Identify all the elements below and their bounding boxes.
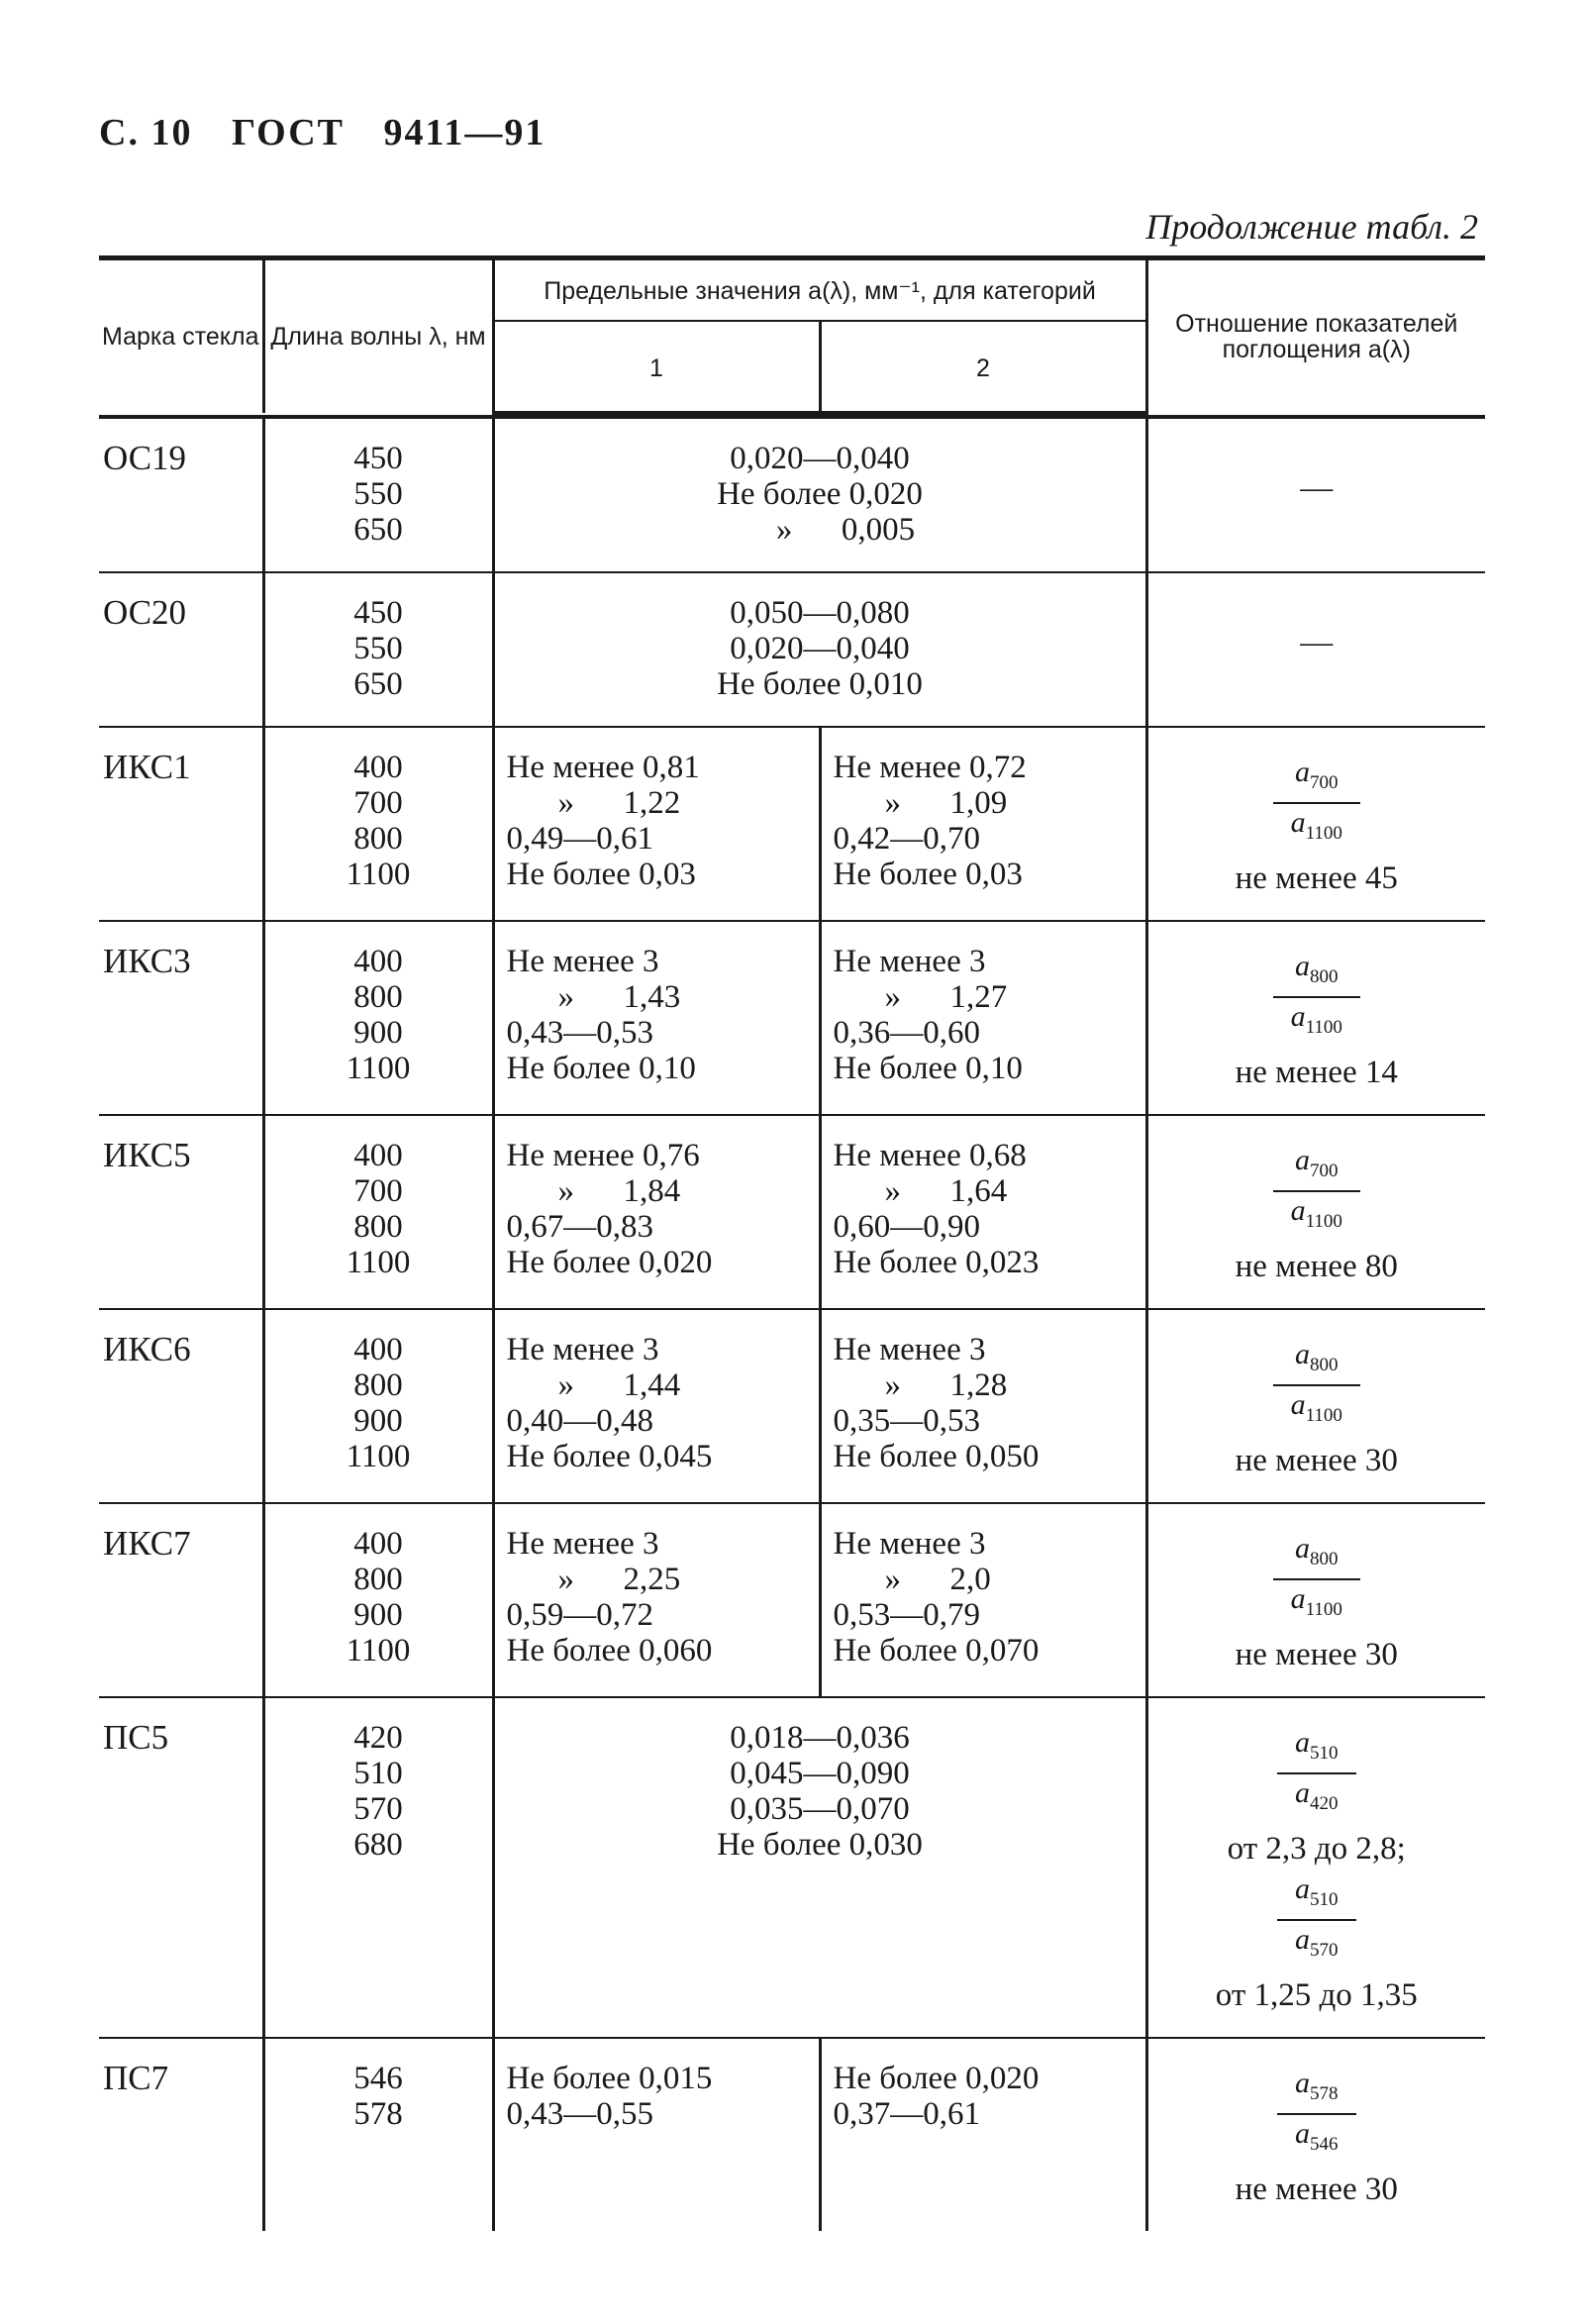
ratio-condition: не менее 30 [1235,1443,1398,1478]
limit-value: Не менее 0,72 [833,750,1027,785]
limit-value: Не более 0,015 [506,2061,713,2096]
limit-value: Не более 0,023 [833,1245,1040,1280]
standard-label: ГОСТ [231,112,345,153]
limit-value: 0,60—0,90 [833,1209,980,1245]
category-2-values [820,921,1146,1115]
wavelength-value: 700 [353,785,403,821]
ratio-numerator [1277,1870,1356,1921]
wavelength-value: 680 [353,1827,403,1863]
limit-value: 0,018—0,036 [730,1720,910,1756]
denominator-subscript: 1100 [1305,1211,1342,1232]
wavelength-cell [263,1115,493,1309]
absorption-ratio-fraction [1277,1724,1356,1823]
limit-value: 0,035—0,070 [730,1791,910,1827]
table-continuation-label: Продолжение табл. 2 [1145,207,1478,247]
wavelength-value: 650 [353,666,403,702]
alpha-symbol: a [1295,2117,1311,2150]
wavelength-value: 1100 [346,1245,411,1280]
limit-values-merged [493,1697,1146,2038]
table-row [99,1115,1485,1309]
wavelength-value: 800 [353,821,403,857]
limit-value: Не более 0,10 [506,1051,696,1086]
wavelength-value: 550 [353,631,403,666]
limit-value: 0,020—0,040 [730,441,910,476]
glass-mark: ОС19 [99,417,263,572]
limit-value: » 1,43 [557,979,681,1015]
wavelength-value: 400 [353,750,403,785]
limit-value: Не менее 0,76 [506,1138,700,1173]
wavelength-cell [263,921,493,1115]
wavelength-value: 400 [353,944,403,979]
ratio-denominator [1273,998,1360,1047]
ratio-condition: не менее 45 [1235,860,1398,896]
limit-value: » 0,005 [775,512,916,548]
limit-value: Не более 0,030 [717,1827,923,1863]
category-1-values [493,727,820,921]
alpha-symbol: a [1295,2067,1311,2099]
limit-value: Не менее 3 [833,1526,986,1562]
wavelength-cell [263,1697,493,2038]
ratio-condition: не менее 30 [1235,1637,1398,1672]
wavelength-cell [263,1503,493,1697]
category-2-values [820,1115,1146,1309]
limit-values-merged [493,572,1146,727]
ratio-denominator [1273,1386,1360,1435]
absorption-ratio-cell [1146,2038,1485,2231]
limit-value: 0,43—0,53 [506,1015,653,1051]
limit-values-merged [493,417,1146,572]
absorption-ratio-cell [1146,572,1485,727]
limit-value: » 1,09 [884,785,1008,821]
limit-value: Не менее 3 [506,1526,659,1562]
wavelength-cell [263,2038,493,2231]
wavelength-value: 1100 [346,1051,411,1086]
alpha-symbol: a [1290,1388,1306,1421]
limit-value: Не менее 0,81 [506,750,700,785]
limit-value: 0,42—0,70 [833,821,980,857]
limit-value: Не более 0,03 [833,857,1023,892]
wavelength-value: 1100 [346,857,411,892]
wavelength-value: 550 [353,476,403,512]
numerator-subscript: 578 [1310,2083,1339,2104]
absorption-ratio-cell [1146,1697,1485,2038]
wavelength-value: 400 [353,1332,403,1367]
category-1-values [493,2038,820,2231]
wavelength-value: 800 [353,1562,403,1597]
wavelength-value: 700 [353,1173,403,1209]
limit-value: Не более 0,060 [506,1633,713,1668]
wavelength-cell [263,727,493,921]
wavelength-value: 900 [353,1403,403,1439]
numerator-subscript: 510 [1310,1743,1339,1764]
absorption-ratio-fraction [1277,1870,1356,1970]
ratio-numerator [1277,2065,1356,2115]
ratio-numerator [1273,1530,1360,1580]
wavelength-value: 546 [353,2061,403,2096]
denominator-subscript: 1100 [1305,823,1342,844]
category-1-values [493,1503,820,1697]
numerator-subscript: 800 [1310,1549,1339,1569]
limit-value: 0,53—0,79 [833,1597,980,1633]
limit-value: Не более 0,10 [833,1051,1023,1086]
limit-value: » 2,0 [884,1562,991,1597]
limit-value: 0,050—0,080 [730,595,910,631]
absorption-ratio-fraction [1273,1336,1360,1435]
limit-value: Не более 0,045 [506,1439,713,1474]
wavelength-value: 900 [353,1597,403,1633]
limit-value: Не менее 3 [506,944,659,979]
denominator-subscript: 546 [1310,2134,1339,2155]
limit-value: Не более 0,070 [833,1633,1040,1668]
wavelength-value: 578 [353,2096,403,2132]
table-row [99,2038,1485,2231]
absorption-ratio-cell [1146,1115,1485,1309]
limit-value: Не более 0,020 [717,476,923,512]
denominator-subscript: 1100 [1305,1405,1342,1426]
limit-value: » 1,84 [557,1173,681,1209]
glass-mark: ИКС5 [99,1115,263,1309]
category-2-values [820,1503,1146,1697]
denominator-subscript: 420 [1310,1793,1339,1814]
alpha-symbol: a [1295,1338,1310,1370]
header-absorption-ratio: Отношение показателей поглощения a(λ) [1175,310,1458,363]
wavelength-value: 400 [353,1526,403,1562]
denominator-subscript: 570 [1310,1940,1339,1961]
glass-mark: ОС20 [99,572,263,727]
category-1-values [493,921,820,1115]
absorption-ratio-fraction [1273,1530,1360,1629]
absorption-ratio-fraction [1273,948,1360,1047]
wavelength-value: 1100 [346,1633,411,1668]
numerator-subscript: 700 [1310,772,1339,793]
wavelength-value: 450 [353,595,403,631]
limit-value: Не более 0,03 [506,857,696,892]
alpha-symbol: a [1295,1923,1311,1956]
header-glass-mark: Марка стекла [99,258,263,414]
glass-mark: ПС5 [99,1697,263,2038]
wavelength-value: 400 [353,1138,403,1173]
wavelength-value: 450 [353,441,403,476]
header-limit-values: Предельные значения a(λ), мм⁻¹, для категорий [493,258,1146,322]
no-ratio-dash: — [1300,470,1334,506]
ratio-denominator [1277,2115,1356,2164]
limit-value: » 1,22 [557,785,681,821]
wavelength-value: 800 [353,1367,403,1403]
wavelength-cell [263,572,493,727]
wavelength-value: 800 [353,1209,403,1245]
alpha-symbol: a [1295,756,1310,788]
wavelength-value: 510 [353,1756,403,1791]
table-row [99,1697,1485,2038]
absorption-ratio-cell [1146,921,1485,1115]
wavelength-value: 900 [353,1015,403,1051]
table-row [99,417,1485,572]
wavelength-value: 1100 [346,1439,411,1474]
absorption-ratio-cell [1146,727,1485,921]
ratio-numerator [1273,948,1360,998]
header-wavelength: Длина волны λ, нм [263,258,493,414]
limit-value: » 1,44 [557,1367,681,1403]
table-row [99,1503,1485,1697]
numerator-subscript: 510 [1310,1889,1339,1910]
page-header [99,111,573,154]
table-row [99,921,1485,1115]
glass-mark: ИКС1 [99,727,263,921]
ratio-denominator [1273,1192,1360,1241]
alpha-symbol: a [1295,1776,1311,1809]
limit-value: » 1,27 [884,979,1008,1015]
wavelength-cell [263,1309,493,1503]
limit-value: 0,020—0,040 [730,631,910,666]
ratio-condition: от 2,3 до 2,8; [1227,1831,1406,1867]
limit-value: 0,40—0,48 [506,1403,653,1439]
wavelength-value: 570 [353,1791,403,1827]
ratio-condition: не менее 14 [1235,1055,1398,1090]
glass-mark: ИКС3 [99,921,263,1115]
category-2-values [820,1309,1146,1503]
limit-value: Не менее 3 [833,1332,986,1367]
limit-value: 0,045—0,090 [730,1756,910,1791]
ratio-numerator [1277,1724,1356,1774]
numerator-subscript: 700 [1310,1161,1339,1181]
alpha-symbol: a [1295,1532,1310,1565]
limit-value: 0,36—0,60 [833,1015,980,1051]
alpha-symbol: a [1295,950,1310,982]
category-2-values [820,2038,1146,2231]
limit-value: 0,35—0,53 [833,1403,980,1439]
glass-mark: ПС7 [99,2038,263,2231]
alpha-symbol: a [1290,1000,1306,1033]
limit-value: » 1,28 [884,1367,1008,1403]
alpha-symbol: a [1295,1144,1310,1176]
absorption-ratio-cell [1146,1503,1485,1697]
header-category-1: 1 [493,321,820,413]
limit-value: » 2,25 [557,1562,681,1597]
numerator-subscript: 800 [1310,966,1339,987]
ratio-denominator [1277,1774,1356,1823]
ratio-numerator [1273,1142,1360,1192]
limit-value: Не более 0,050 [833,1439,1040,1474]
limit-value: Не менее 3 [506,1332,659,1367]
limit-value: 0,37—0,61 [833,2096,980,2132]
numerator-subscript: 800 [1310,1355,1339,1375]
table-body [99,417,1485,2231]
ratio-condition: не менее 80 [1235,1249,1398,1284]
denominator-subscript: 1100 [1305,1599,1342,1620]
alpha-symbol: a [1295,1872,1311,1905]
ratio-numerator [1273,1336,1360,1386]
denominator-subscript: 1100 [1305,1017,1342,1038]
glass-mark: ИКС6 [99,1309,263,1503]
wavelength-cell [263,417,493,572]
limit-value: Не более 0,010 [717,666,923,702]
limit-value: Не более 0,020 [506,1245,713,1280]
absorption-ratio-fraction [1273,1142,1360,1241]
alpha-symbol: a [1290,1582,1306,1615]
category-2-values [820,727,1146,921]
absorption-ratio-cell [1146,417,1485,572]
limit-value: Не более 0,020 [833,2061,1040,2096]
limit-value: 0,49—0,61 [506,821,653,857]
wavelength-value: 800 [353,979,403,1015]
absorption-ratio-fraction [1277,2065,1356,2164]
ratio-condition: не менее 30 [1235,2172,1398,2207]
no-ratio-dash: — [1300,625,1334,660]
absorption-table [99,255,1485,2231]
table-row [99,727,1485,921]
glass-mark: ИКС7 [99,1503,263,1697]
category-1-values [493,1115,820,1309]
header-category-2: 2 [820,321,1146,413]
limit-value: 0,59—0,72 [506,1597,653,1633]
ratio-denominator [1277,1921,1356,1970]
table-row [99,572,1485,727]
limit-value: 0,67—0,83 [506,1209,653,1245]
limit-value: » 1,64 [884,1173,1008,1209]
limit-value: Не менее 0,68 [833,1138,1027,1173]
table-row [99,1309,1485,1503]
ratio-condition: от 1,25 до 1,35 [1215,1977,1418,2013]
limit-value: Не менее 3 [833,944,986,979]
alpha-symbol: a [1290,1194,1306,1227]
alpha-symbol: a [1295,1726,1311,1759]
wavelength-value: 650 [353,512,403,548]
wavelength-value: 420 [353,1720,403,1756]
standard-number: 9411—91 [383,112,546,153]
ratio-denominator [1273,804,1360,853]
absorption-ratio-fraction [1273,754,1360,853]
category-1-values [493,1309,820,1503]
ratio-denominator [1273,1580,1360,1629]
page-number: С. 10 [99,112,193,153]
alpha-symbol: a [1290,806,1306,839]
limit-value: 0,43—0,55 [506,2096,653,2132]
absorption-ratio-cell [1146,1309,1485,1503]
ratio-numerator [1273,754,1360,804]
